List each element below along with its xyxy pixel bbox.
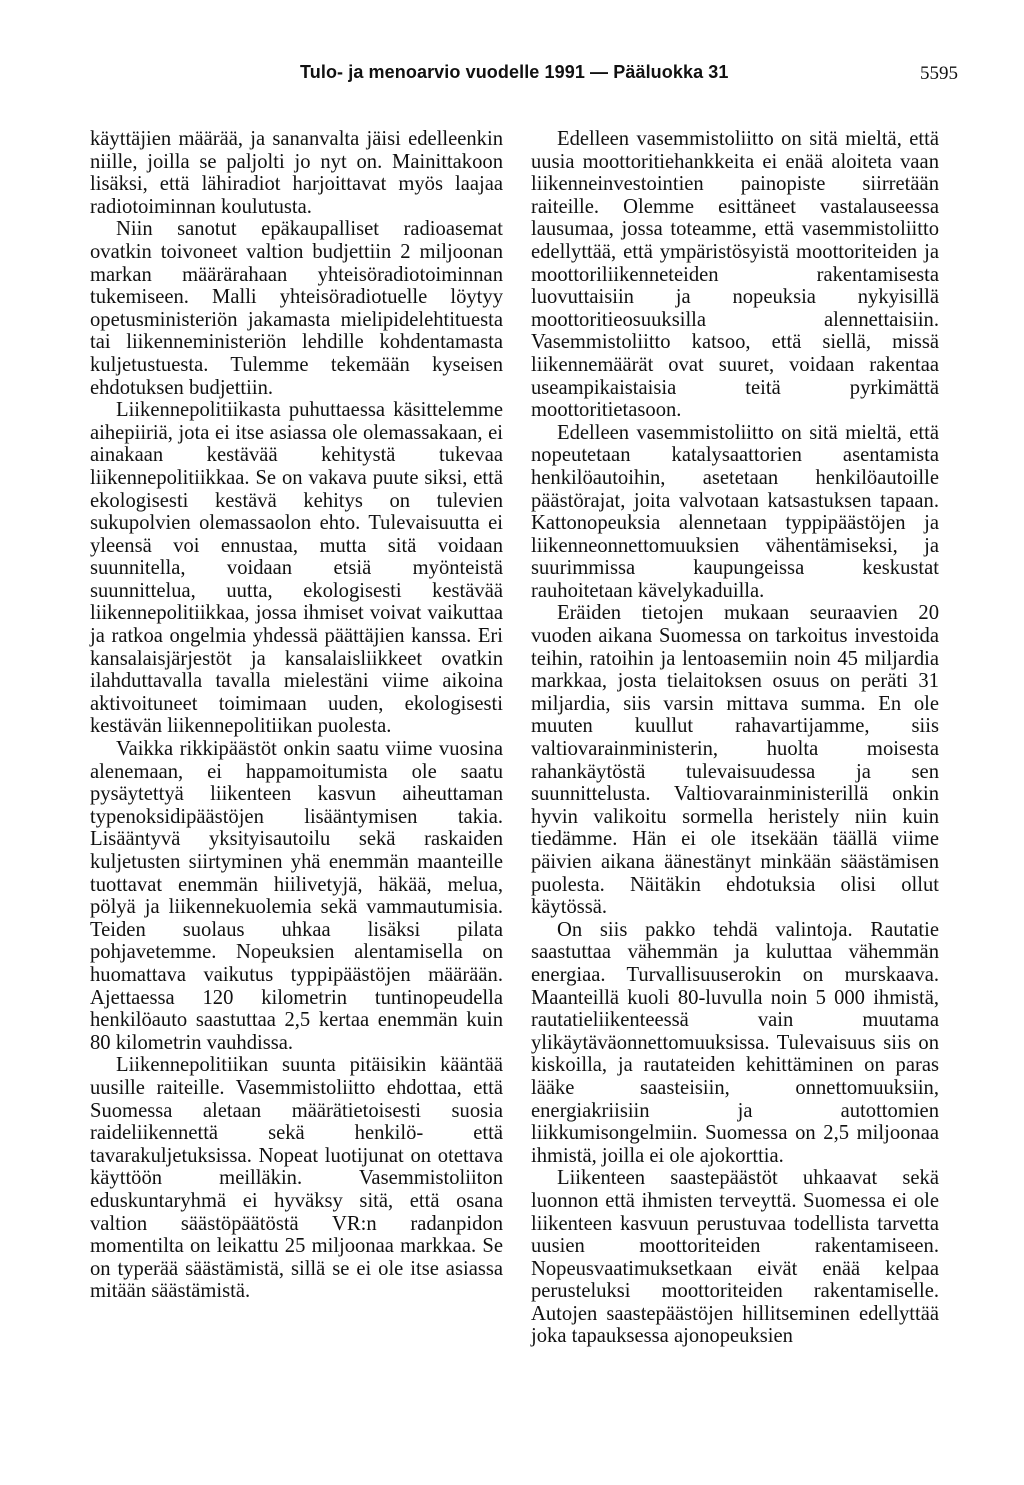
left-column — [90, 128, 503, 1303]
paragraph: Niin sanotut epäkaupalliset radioasemat ovatkin toivoneet valtion budjettiin 2 miljoonan markan määrärahaan yhteisöradiotoiminnan tukemiseen. Malli yhteisöradiotuelle löytyy opetusministeriön jakamasta mielipidelehtituesta tai liikenneministeriön lehdille kohdentamasta kuljetustuesta. Tulemme tekemään kyseisen ehdotuksen budjettiin. — [90, 218, 503, 399]
paragraph: Liikennepolitiikasta puhuttaessa käsittelemme aihepiiriä, jota ei itse asiassa ole olemassakaan, ei ainakaan kestävää kehitystä tukevaa liikennepolitiikkaa. Se on vakava puute siksi, että ekologisesti kestävä kehitys on tulevien sukupolvien olemassaolon ehto. Tulevaisuutta ei yleensä voi ennustaa, mutta sitä voidaan suunnitella, voidaan etsiä myönteistä suunnittelua, uutta, ekologisesti kestävää liikennepolitiikkaa, jossa ihmiset voivat vaikuttaa ja ratkoa ongelmia yhdessä päättäjien kanssa. Eri kansalaisjärjestöt ja kansalaisliikkeet ovatkin ilahduttavalla tavalla mielestäni viime aikoina aktivoituneet toimimaan uuden, ekologisesti kestävän liikennepolitiikan puolesta. — [90, 399, 503, 738]
paragraph: Vaikka rikkipäästöt onkin saatu viime vuosina alenemaan, ei happamoitumista ole saatu pysäytettyä liikenteen kasvun aiheuttaman typenoksidipäästöjen lisääntymisen takia. Lisääntyvä yksityisautoilu sekä raskaiden kuljetusten siirtyminen yhä enemmän maanteille tuottavat enemmän hiilivetyjä, häkää, melua, pölyä ja liikennekuolemia sekä vammautumisia. Teiden suolaus uhkaa lisäksi pilata pohjavetemme. Nopeuksien alentamisella on huomattava vaikutus typpipäästöjen määrään. Ajettaessa 120 kilometrin tuntinopeudella henkilöauto saastuttaa 2,5 kertaa enemmän kuin 80 kilometrin vauhdissa. — [90, 738, 503, 1054]
paragraph: Liikennepolitiikan suunta pitäisikin kääntää uusille raiteille. Vasemmistoliitto ehdottaa, että Suomessa aletaan määrätietoisesti suosia raideliikennettä sekä henkilö- että tavarakuljetuksissa. Nopeat luotijunat on otettava käyttöön meilläkin. Vasemmistoliiton eduskuntaryhmä ei hyväksy sitä, että osana valtion säästöpäätöstä VR:n radanpidon momentilta on leikattu 25 miljoonaa markkaa. Se on typerää säästämistä, sillä se ei ole itse asiassa mitään säästämistä. — [90, 1054, 503, 1303]
paragraph: Liikenteen saastepäästöt uhkaavat sekä luonnon että ihmisten terveyttä. Suomessa ei ole liikenteen kasvuun perustuvaa todellista tarvetta uusien moottoriteiden rakentamiseen. Nopeusvaatimuksetkaan eivät enää kelpaa perusteluksi moottoriteiden rakentamiselle. Autojen saastepäästöjen hillitseminen edellyttää joka tapauksessa ajonopeuksien — [531, 1167, 939, 1348]
running-title: Tulo- ja menoarvio vuodelle 1991 — Pääluokka 31 — [300, 62, 729, 82]
paragraph: Edelleen vasemmistoliitto on sitä mieltä, että uusia moottoritiehankkeita ei enää aloiteta vaan liikenneinvestointien painopiste siirretään raiteille. Olemme esittäneet vastalauseessa lausumaa, jossa toteamme, että vasemmistoliitto edellyttää, että ympäristösyistä moottoriteiden ja moottoriliikenneteiden rakentamisesta luovuttaisiin ja nopeuksia nykyisillä moottoritieosuuksilla alennettaisiin. Vasemmistoliitto katsoo, että siellä, missä liikennemäärät ovat suuret, voidaan rakentaa useampikaistaisia teitä pyrkimättä moottoritietasoon. — [531, 128, 939, 422]
paragraph: Edelleen vasemmistoliitto on sitä mieltä, että nopeutetaan katalysaattorien asentamista henkilöautoihin, asetetaan henkilöautoille päästörajat, joita valvotaan katsastuksen tapaan. Kattonopeuksia alennetaan typpipäästöjen ja liikenneonnettomuuksien vähentämiseksi, ja suurimmissa kaupungeissa keskustat rauhoitetaan kävelykaduilla. — [531, 421, 939, 602]
page-number: 5595 — [920, 63, 958, 84]
paragraph: käyttäjien määrää, ja sananvalta jäisi edelleenkin niille, joilla se paljolti jo nyt on. Mainittakoon lisäksi, että lähiradiot harjoittavat myös laajaa radiotoiminnan koulutusta. — [90, 128, 503, 218]
paragraph: On siis pakko tehdä valintoja. Rautatie saastuttaa vähemmän ja kuluttaa vähemmän energiaa. Turvallisuuserokin on murskaava. Maanteillä kuoli 80-luvulla noin 5 000 ihmistä, rautatieliikenteessä vain muutama ylikäytäväonnettomuuksissa. Tulevaisuus siis on kiskoilla, ja rautateiden kehittäminen on paras lääke saasteisiin, onnettomuuksiin, energiakriisiin ja autottomien liikkumisongelmiin. Suomessa on 2,5 miljoonaa ihmistä, joilla ei ole ajokorttia. — [531, 918, 939, 1167]
right-column — [531, 128, 939, 1348]
paragraph: Eräiden tietojen mukaan seuraavien 20 vuoden aikana Suomessa on tarkoitus investoida teihin, ratoihin ja lentoasemiin noin 45 miljardia markkaa, josta tielaitoksen osuus on peräti 31 miljardia, siis varsin mittava summa. En ole muuten kuullut rahavartijamme, siis valtiovarainministerin, huolta moisesta rahankäytöstä tulevaisuudessa ja sen suunnittelusta. Valtiovarainministerillä onkin hyvin valikoitu sormella heristely niin kuin tiedämme. Hän ei ole itsekään täällä viime päivien aikana äänestänyt minkään säästämisen puolesta. Näitäkin ehdotuksia olisi ollut käytössä. — [531, 602, 939, 919]
page-header — [0, 62, 1024, 92]
